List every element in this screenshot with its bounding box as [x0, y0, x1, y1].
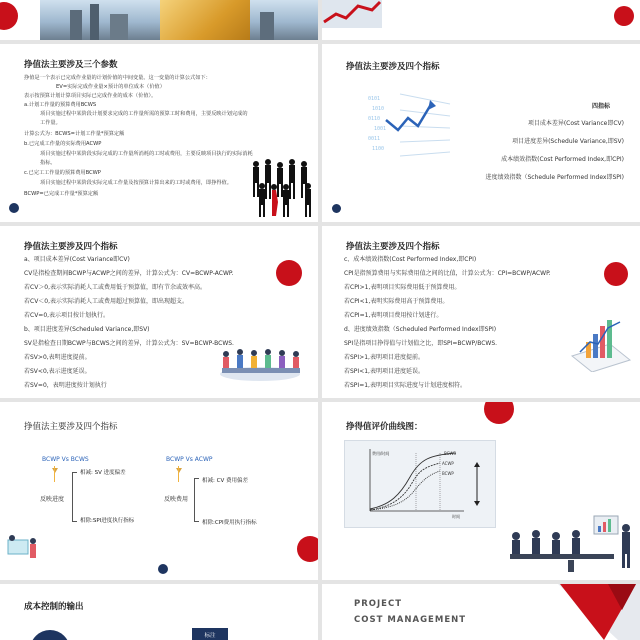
svg-text:1001: 1001 [374, 126, 387, 132]
body-line: 若CPI>1,表明项目实际费用低于预算费用。 [344, 284, 461, 291]
body-line: 若SV=0，表明进度按计划执行 [24, 382, 107, 389]
body-line: 挣值是一个表示已完成作业量的计划价值的中间变量。这一变量的计算公式如下： [24, 75, 211, 81]
body-line: b、项目进度差异(Scheduled Variance,即SV) [24, 326, 150, 333]
business-meeting-illustration [502, 514, 638, 574]
slide-decoration-circle [614, 6, 634, 26]
body-line: 若CV=0,表示项目按计划执行。 [24, 312, 110, 319]
people-thinking-illustration [4, 532, 38, 562]
right-bracket [194, 478, 199, 522]
crowd-silhouettes-image [250, 156, 316, 218]
double-arrow-icon [472, 462, 482, 506]
body-line: 工作量。 [40, 120, 61, 126]
indicator-item: 进度绩效指数（Schedule Performed Index即SPI) [485, 174, 624, 181]
building-d [260, 12, 274, 40]
chart-series-label: BCWS [444, 451, 456, 456]
slide-title: 挣值法主要涉及四个指标 [24, 422, 118, 432]
formula-line: EV=实际完成作业量×预计的单位成本（价值） [56, 84, 165, 90]
right-top-label: 相减: CV 费用偏差 [202, 478, 248, 484]
arrow-shaft [54, 466, 55, 482]
ev-curve-chart [360, 445, 468, 521]
slide-cost-control-output [0, 584, 318, 640]
body-line: SV是指检查日期BCWP与BCWS之间的差异，计算公式为：SV=BCWP-BCWS. [24, 340, 234, 347]
slide-decoration-circle [158, 564, 168, 574]
rising-arrow-graphic [322, 0, 382, 28]
svg-text:0110: 0110 [368, 116, 381, 122]
right-heading: BCWP Vs ACWP [166, 456, 213, 463]
body-line: 表示按预算计划计算项目实际已完成作业的成本（价值）。 [24, 93, 157, 99]
down-arrow-icon [176, 468, 182, 473]
right-center-label: 反映费用 [164, 496, 189, 503]
arrow-shaft [178, 466, 179, 482]
slide-decoration-circle [276, 260, 302, 286]
slide-chart-photo [322, 0, 640, 40]
left-heading: BCWP Vs BCWS [42, 456, 89, 463]
body-line: CPI是指预算费用与实际费用值之间的比值，计算公式为：CPI=BCWP/ACWP. [344, 270, 551, 277]
building-b [90, 4, 99, 40]
svg-text:1010: 1010 [372, 106, 385, 112]
svg-text:1100: 1100 [372, 146, 385, 152]
body-line: a.计划工作量的预算费用BCWS [24, 102, 97, 108]
slide-title: 挣值法主要涉及四个指标 [346, 62, 440, 72]
indicator-item: 成本绩效指数(Cost Performed Index,即CPI) [501, 156, 624, 163]
body-line: 计算公式为：BCWS=计划工作量*预算定额 [24, 131, 125, 137]
slide-decoration-circle [332, 204, 341, 213]
left-top-label: 相减: SV 进度偏差 [80, 470, 126, 476]
body-line: 若CV＜0,表示实际消耗人工或费用超过预算值，即出现超支。 [24, 298, 189, 305]
slide-project-cost-cover [322, 584, 640, 640]
data-trend-graphic [366, 90, 452, 160]
body-line: CV是指检查期间BCWP与ACWP之间的差异，计算公式为：CV=BCWP-ACWP. [24, 270, 234, 277]
slide-indicator-diagram [0, 402, 318, 580]
body-line: BCWP=已完成工作量*预算定额 [24, 191, 99, 197]
meeting-table-illustration [212, 344, 304, 384]
svg-text:0011: 0011 [368, 136, 381, 142]
slide-decoration-circle [0, 2, 18, 30]
indicator-item: 项目成本差异(Cost Variance即CV) [527, 120, 624, 127]
slide-decoration-circle [9, 203, 19, 213]
building-a [70, 10, 82, 40]
badge-label: 标注 [204, 633, 216, 639]
report-chart-illustration [568, 316, 634, 372]
slide-four-indicators-list [322, 44, 640, 222]
cover-line-1: PROJECT [354, 599, 403, 609]
body-line: 若SV>0,表明进度提前。 [24, 354, 91, 361]
slide-title: 挣值法主要涉及四个指标 [24, 242, 118, 252]
body-line: SPI是指项目挣得值与计划值之比，即SPI=BCWP/BCWS. [344, 340, 498, 347]
slide-decoration-circle [604, 262, 628, 286]
svg-text:0101: 0101 [368, 96, 381, 102]
badge-box [192, 628, 228, 640]
body-line: 若CV＞0,表示实际消耗人工或费用低于预算值，即有节余或效率高。 [24, 284, 207, 291]
slide-title: 成本控制的输出 [24, 602, 84, 612]
body-line: 若SPI=1,表明项目实际进度与计划进度相符。 [344, 382, 466, 389]
building-c [110, 14, 128, 40]
body-line: b.已完成工作量的实际费用ACWP [24, 141, 102, 147]
down-arrow-icon [52, 468, 58, 473]
body-line: 若SPI<1,表明项目进度延误。 [344, 368, 424, 375]
left-bracket [72, 472, 77, 522]
body-line: 项目实施过程中某阶段实际完成工作量及按预算计算出来的工时或费用，即挣得值。 [40, 180, 232, 186]
slide-title: 挣值法主要涉及三个参数 [24, 60, 118, 70]
slide-cityscape [0, 0, 318, 40]
body-line: 若SV<0,表示进度延误。 [24, 368, 91, 375]
right-bottom-label: 相除:CPI费用执行指标 [202, 520, 257, 526]
body-line: 项目实施过程中某阶段计划要求完成的工作量所需的预算工时和费用，主要反映计划完成的 [40, 111, 248, 117]
left-center-label: 反映进度 [40, 496, 65, 503]
chart-series-label: BCWP [442, 471, 454, 476]
circle-graphic [30, 630, 70, 640]
slide-decoration-circle [484, 402, 514, 424]
left-bottom-label: 相除:SPI进度执行指标 [80, 518, 135, 524]
indicator-item: 项目进度差异(Schedule Variance,即SV) [512, 138, 624, 145]
cover-line-2: COST MANAGEMENT [354, 615, 467, 625]
slide-title: 挣值法主要涉及四个指标 [346, 242, 440, 252]
chart-axis-label: 费用/时间 [372, 451, 390, 456]
body-line: 指标。 [40, 160, 56, 166]
slide-cv-sv [0, 226, 318, 398]
slide-three-params [0, 44, 318, 222]
body-line: 若CPI<1,表明实际费用高于预算费用。 [344, 298, 449, 305]
body-line: 项目实施过程中某阶段实际完成的工作量所消耗的工时或费用，主要反映项目执行的实际消耗 [40, 151, 253, 157]
slide-decoration-circle [297, 536, 318, 562]
slide-cpi-spi [322, 226, 640, 398]
list-heading: 四指标 [592, 103, 611, 110]
body-line: a、项目成本差异(Cost Variance即CV) [24, 256, 130, 263]
body-line: c.已完工工作量的预算费用BCWP [24, 170, 101, 176]
red-triangle-graphic [520, 584, 640, 640]
body-line: 若SPI>1,表明项目进度提前。 [344, 354, 424, 361]
chart-series-label: ACWP [442, 461, 454, 466]
slide-ev-curve [322, 402, 640, 580]
slide-title: 挣得值评价曲线图： [346, 422, 423, 432]
golden-tower [160, 0, 250, 40]
body-line: c、成本绩效指数(Cost Performed Index,即CPI) [344, 256, 477, 263]
body-line: d、进度绩效指数（Scheduled Performed Index即SPI) [344, 326, 497, 333]
body-line: 若CPI=1,表明项目费用按计划进行。 [344, 312, 443, 319]
chart-axis-label: 时间 [452, 514, 460, 519]
